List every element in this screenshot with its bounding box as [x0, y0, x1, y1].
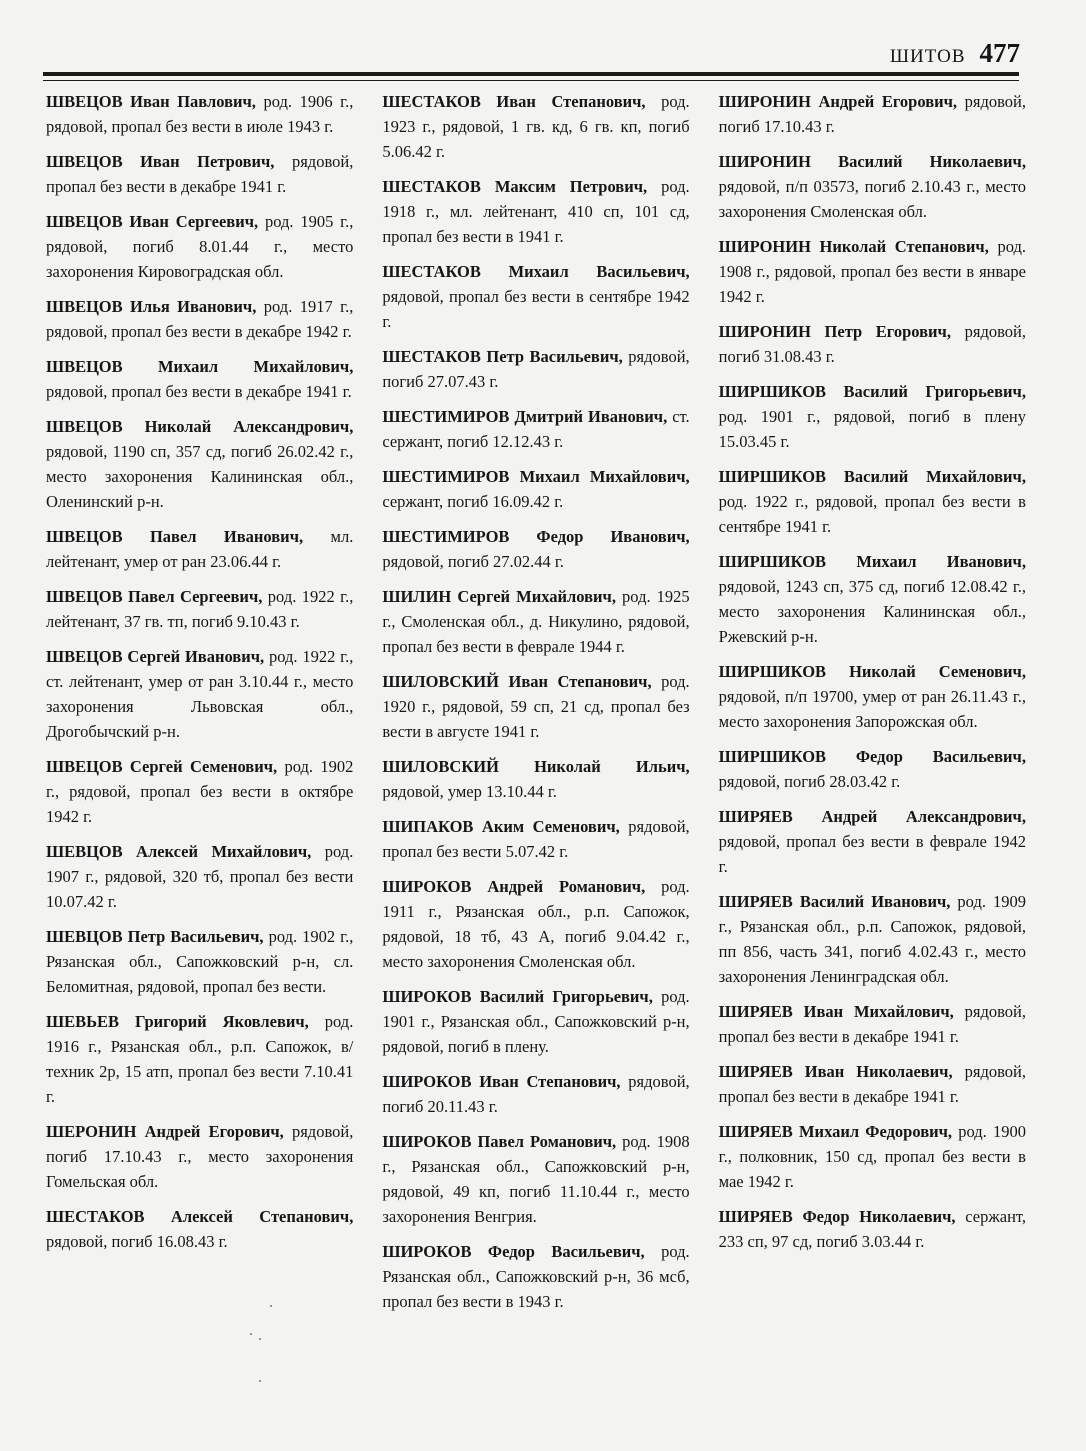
entry-name: ШИРШИКОВ Николай Семенович,	[718, 662, 1026, 681]
entry-name: ШИРЯЕВ Иван Михайлович,	[718, 1002, 954, 1021]
entry-text: род. 1925 г., Смоленская обл., д. Никулино, рядовой, пропал без вести в феврале 1944 г.	[382, 587, 690, 656]
columns-container	[46, 89, 1026, 1324]
entry-name: ШИРШИКОВ Михаил Иванович,	[718, 552, 1026, 571]
entry-name: ШЕСТАКОВ Иван Степанович,	[382, 92, 646, 111]
entry-text: рядовой, пропал без вести в декабре 1941 г.	[46, 152, 354, 196]
entry	[719, 1119, 1026, 1194]
header-rule-thin	[43, 80, 1019, 81]
entry-text: род. 1908 г., Рязанская обл., Сапожковский р-н, рядовой, 49 кп, погиб 11.10.44 г., место захоронения Венгрия.	[382, 1132, 690, 1226]
entry-text: рядовой, погиб 27.02.44 г.	[382, 552, 564, 571]
entry-name: ШЕСТИМИРОВ Федор Иванович,	[382, 527, 690, 546]
entry	[382, 344, 689, 394]
entry-text: рядовой, п/п 19700, умер от ран 26.11.43 г., место захоронения Запорожская обл.	[718, 687, 1026, 731]
entry-name: ШИРОКОВ Федор Васильевич,	[382, 1242, 645, 1261]
entry	[46, 89, 353, 139]
entry-text: род. 1916 г., Рязанская обл., р.п. Сапожок, в/техник 2р, 15 атп, пропал без вести 7.10.41 г.	[46, 1012, 354, 1106]
entry-name: ШЕСТИМИРОВ Михаил Михайлович,	[382, 467, 690, 486]
entry-name: ШИЛОВСКИЙ Николай Ильич,	[382, 757, 690, 776]
entry	[719, 889, 1026, 989]
page-speck	[250, 1333, 252, 1335]
entry	[382, 584, 689, 659]
entry-name: ШВЕЦОВ Иван Петрович,	[46, 152, 275, 171]
entry-text: рядовой, пропал без вести в сентябре 1942 г.	[382, 287, 690, 331]
entry-name: ШИРОНИН Николай Степанович,	[718, 237, 989, 256]
entry	[382, 814, 689, 864]
entry-text: рядовой, пропал без вести в декабре 1941 г.	[718, 1062, 1026, 1106]
entry	[382, 89, 689, 164]
entry-name: ШЕВЦОВ Алексей Михайлович,	[46, 842, 312, 861]
entry-name: ШЕСТАКОВ Петр Васильевич,	[382, 347, 623, 366]
entry-text: род. 1902 г., Рязанская обл., Сапожковский р-н, сл. Беломитная, рядовой, пропал без вести.	[46, 927, 354, 996]
entry-text: рядовой, пропал без вести 5.07.42 г.	[382, 817, 690, 861]
entry-text: рядовой, 1243 сп, 375 сд, погиб 12.08.42 г., место захоронения Калининская обл., Ржевский р-н.	[718, 577, 1026, 646]
column-1	[46, 89, 353, 1324]
entry	[46, 354, 353, 404]
entry-text: мл. лейтенант, умер от ран 23.06.44 г.	[46, 527, 354, 571]
entry	[382, 464, 689, 514]
entry-name: ШВЕЦОВ Илья Иванович,	[46, 297, 257, 316]
entry-text: рядовой, пропал без вести в декабре 1941 г.	[46, 382, 352, 401]
entry-text: ст. сержант, погиб 12.12.43 г.	[382, 407, 690, 451]
entry-name: ШЕВЦОВ Петр Васильевич,	[46, 927, 264, 946]
entry	[46, 524, 353, 574]
entry	[719, 319, 1026, 369]
entry-text: рядовой, погиб 16.08.43 г.	[46, 1232, 228, 1251]
entry-text: род. 1906 г., рядовой, пропал без вести в июле 1943 г.	[46, 92, 354, 136]
entry	[719, 89, 1026, 139]
entry	[382, 1069, 689, 1119]
entry	[46, 584, 353, 634]
entry-name: ШИРЯЕВ Иван Николаевич,	[718, 1062, 953, 1081]
entry	[382, 984, 689, 1059]
entry	[719, 1059, 1026, 1109]
entry-text: рядовой, погиб 28.03.42 г.	[718, 772, 901, 791]
entry	[46, 839, 353, 914]
entry-text: род. 1900 г., полковник, 150 сд, пропал без вести в мае 1942 г.	[718, 1122, 1026, 1191]
running-head: ШИТОВ	[889, 46, 966, 67]
entry-text: род. 1901 г., Рязанская обл., Сапожковский р-н, рядовой, погиб в плену.	[382, 987, 690, 1056]
entry-text: рядовой, погиб 17.10.43 г.	[718, 92, 1026, 136]
entry-text: рядовой, погиб 20.11.43 г.	[382, 1072, 690, 1116]
entry-name: ШВЕЦОВ Сергей Семенович,	[46, 757, 278, 776]
entry	[382, 404, 689, 454]
entry-text: род. 1901 г., рядовой, погиб в плену 15.03.45 г.	[718, 407, 1026, 451]
entry	[46, 209, 353, 284]
entry	[719, 1204, 1026, 1254]
entry	[719, 659, 1026, 734]
entry	[382, 754, 689, 804]
entry-name: ШИРШИКОВ Василий Михайлович,	[718, 467, 1026, 486]
entry-name: ШИРЯЕВ Федор Николаевич,	[718, 1207, 956, 1226]
entry	[46, 1009, 353, 1109]
entry-name: ШВЕЦОВ Николай Александрович,	[46, 417, 354, 436]
entry-text: род. 1918 г., мл. лейтенант, 410 сп, 101 сд, пропал без вести в 1941 г.	[382, 177, 690, 246]
entry-text: сержант, погиб 16.09.42 г.	[382, 492, 564, 511]
entry-name: ШЕСТАКОВ Алексей Степанович,	[46, 1207, 354, 1226]
entry	[719, 234, 1026, 309]
entry	[382, 524, 689, 574]
entry	[719, 379, 1026, 454]
entry	[46, 1204, 353, 1254]
entry-name: ШВЕЦОВ Павел Иванович,	[46, 527, 304, 546]
entry-name: ШЕСТАКОВ Максим Петрович,	[382, 177, 648, 196]
entry	[382, 1239, 689, 1314]
entry-text: рядовой, погиб 17.10.43 г., место захоронения Гомельская обл.	[46, 1122, 354, 1191]
entry	[46, 294, 353, 344]
entry-text: рядовой, пропал без вести в феврале 1942 г.	[718, 832, 1026, 876]
page-speck	[259, 1338, 261, 1340]
page-header	[890, 38, 1020, 69]
entry	[382, 259, 689, 334]
header-rule-thick	[43, 72, 1019, 76]
entry	[719, 999, 1026, 1049]
entry-name: ШЕСТАКОВ Михаил Васильевич,	[382, 262, 690, 281]
entry	[382, 874, 689, 974]
entry-name: ШИРОКОВ Василий Григорьевич,	[382, 987, 653, 1006]
entry	[46, 924, 353, 999]
entry-text: сержант, 233 сп, 97 сд, погиб 3.03.44 г.	[718, 1207, 1026, 1251]
entry-name: ШИРОНИН Василий Николаевич,	[718, 152, 1026, 171]
column-3	[719, 89, 1026, 1324]
page-speck	[259, 1380, 261, 1382]
entry	[719, 149, 1026, 224]
entry	[46, 1119, 353, 1194]
entry	[382, 669, 689, 744]
entry	[382, 1129, 689, 1229]
entry-name: ШВЕЦОВ Павел Сергеевич,	[46, 587, 263, 606]
entry-name: ШИРЯЕВ Андрей Александрович,	[718, 807, 1026, 826]
entry-name: ШИПАКОВ Аким Семенович,	[382, 817, 620, 836]
entry-text: рядовой, 1190 сп, 357 сд, погиб 26.02.42 г., место захоронения Калининская обл., Оленинский р-н.	[46, 442, 354, 511]
column-2	[382, 89, 689, 1324]
entry-name: ШИРШИКОВ Василий Григорьевич,	[718, 382, 1026, 401]
entry-text: род. 1923 г., рядовой, 1 гв. кд, 6 гв. кп, погиб 5.06.42 г.	[382, 92, 690, 161]
entry-name: ШИРОКОВ Андрей Романович,	[382, 877, 646, 896]
entry	[719, 464, 1026, 539]
entry-text: род. 1922 г., ст. лейтенант, умер от ран 3.10.44 г., место захоронения Львовская обл., Дрогобычский р-н.	[46, 647, 354, 741]
entry	[382, 174, 689, 249]
entry	[46, 414, 353, 514]
entry-name: ШЕРОНИН Андрей Егорович,	[46, 1122, 284, 1141]
entry	[46, 644, 353, 744]
entry-text: род. 1905 г., рядовой, погиб 8.01.44 г., место захоронения Кировоградская обл.	[46, 212, 354, 281]
entry-name: ШИРОНИН Петр Егорович,	[718, 322, 951, 341]
entry-text: род. 1920 г., рядовой, 59 сп, 21 сд, пропал без вести в августе 1941 г.	[382, 672, 690, 741]
entry-name: ШИЛОВСКИЙ Иван Степанович,	[382, 672, 652, 691]
entry-name: ШВЕЦОВ Иван Павлович,	[46, 92, 256, 111]
entry-text: рядовой, умер 13.10.44 г.	[382, 782, 557, 801]
entry-name: ШВЕЦОВ Иван Сергеевич,	[46, 212, 259, 231]
entry-name: ШИРЯЕВ Михаил Федорович,	[718, 1122, 953, 1141]
entry-name: ШЕСТИМИРОВ Дмитрий Иванович,	[382, 407, 668, 426]
entry	[719, 549, 1026, 649]
entry-name: ШИРЯЕВ Василий Иванович,	[718, 892, 951, 911]
entry-text: род. 1907 г., рядовой, 320 тб, пропал без вести 10.07.42 г.	[46, 842, 354, 911]
entry-text: род. Рязанская обл., Сапожковский р-н, 36 мсб, пропал без вести в 1943 г.	[382, 1242, 690, 1311]
entry-name: ШЕВЬЕВ Григорий Яковлевич,	[46, 1012, 309, 1031]
entry	[719, 744, 1026, 794]
entry-text: рядовой, погиб 31.08.43 г.	[718, 322, 1026, 366]
entry-text: род. 1909 г., Рязанская обл., р.п. Сапожок, рядовой, пп 856, часть 341, погиб 4.02.43 г., место захоронения Ленинградская обл.	[718, 892, 1026, 986]
page-speck	[270, 1305, 272, 1307]
entry-text: рядовой, пропал без вести в декабре 1941 г.	[718, 1002, 1026, 1046]
page-number: 477	[979, 38, 1020, 68]
entry-name: ШИЛИН Сергей Михайлович,	[382, 587, 616, 606]
entry-name: ШИРШИКОВ Федор Васильевич,	[718, 747, 1026, 766]
entry	[46, 149, 353, 199]
entry-text: рядовой, погиб 27.07.43 г.	[382, 347, 690, 391]
entry-text: род. 1908 г., рядовой, пропал без вести в январе 1942 г.	[718, 237, 1026, 306]
entry-name: ШВЕЦОВ Сергей Иванович,	[46, 647, 265, 666]
entry-text: род. 1922 г., лейтенант, 37 гв. тп, погиб 9.10.43 г.	[46, 587, 354, 631]
entry-name: ШВЕЦОВ Михаил Михайлович,	[46, 357, 354, 376]
entry-text: рядовой, п/п 03573, погиб 2.10.43 г., место захоронения Смоленская обл.	[718, 177, 1026, 221]
entry-name: ШИРОНИН Андрей Егорович,	[718, 92, 958, 111]
entry-text: род. 1911 г., Рязанская обл., р.п. Сапожок, рядовой, 18 тб, 43 А, погиб 9.04.42 г., место захоронения Смоленская обл.	[382, 877, 690, 971]
entry-name: ШИРОКОВ Иван Степанович,	[382, 1072, 621, 1091]
entry-text: род. 1917 г., рядовой, пропал без вести в декабре 1942 г.	[46, 297, 354, 341]
entry-text: род. 1922 г., рядовой, пропал без вести в сентябре 1941 г.	[718, 492, 1026, 536]
entry-name: ШИРОКОВ Павел Романович,	[382, 1132, 617, 1151]
entry	[46, 754, 353, 829]
entry	[719, 804, 1026, 879]
entry-text: род. 1902 г., рядовой, пропал без вести в октябре 1942 г.	[46, 757, 354, 826]
